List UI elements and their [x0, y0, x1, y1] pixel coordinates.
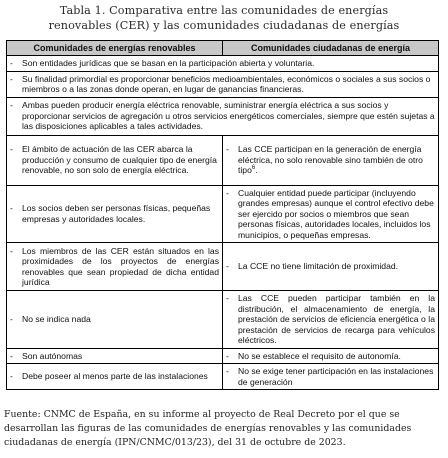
comparison-table — [6, 40, 439, 390]
header-cce: Comunidades ciudadanas de energía — [223, 41, 439, 56]
cell-text: Su finalidad primordial es proporcionar beneficios medioambientales, económicos o sociales a sus socios o miembros o a las zonas donde operan, en lugar de ganancias financieras. — [22, 73, 431, 94]
bullet-dash: - — [226, 261, 229, 272]
cell-text: Son entidades jurídicas que se basan en la participación abierta y voluntaria. — [22, 58, 315, 68]
cell-text: Debe poseer al menos parte de las instalaciones — [22, 371, 208, 382]
caption-line-1: Tabla 1. Comparativa entre las comunidades de energías — [59, 4, 389, 17]
bullet-dash: - — [10, 314, 13, 324]
table-header-row — [7, 41, 439, 56]
table-row — [7, 185, 439, 243]
table-row — [7, 243, 439, 291]
bullet-dash: - — [10, 100, 13, 111]
table-row — [7, 135, 439, 185]
merged-cell — [7, 56, 439, 72]
cell-text: Son autónomas — [22, 350, 83, 361]
cer-cell — [7, 135, 223, 185]
cell-text: Las CCE participan en la generación de energía eléctrica, no solo renovable sino también de otro tipo — [238, 144, 423, 176]
bullet-dash: - — [226, 350, 229, 361]
cell-text: Cualquier entidad puede participar (incluyendo grandes empresas) aunque el control efectivo debe ser ejercido por socios o miembros que sean personas físicas, autoridades locales, incluidos los municipios, o pequeñas empresas. — [238, 187, 434, 240]
bullet-dash: - — [226, 144, 229, 155]
cell-text: El ámbito de actuación de las CER abarca la producción y consumo de cualquier tipo de energía renovable, no son solo de energía eléctrica. — [22, 144, 217, 176]
cell-text: No se exige tener participación en las instalaciones de generación — [238, 366, 434, 387]
cell-text: No se indica nada — [22, 314, 91, 324]
table-row — [7, 348, 439, 364]
bullet-dash: - — [226, 293, 229, 303]
bullet-dash: - — [10, 245, 13, 256]
table-row — [7, 291, 439, 349]
source-footnote: Fuente: CNMC de España, en su informe al proyecto de Real Decreto por el que se desarrollan las figuras de las comunidades de energías renovables y las comunidades ciudadanas de energía (IPN/CNMC/013/23), del 31 de octubre de 2023. — [4, 409, 412, 448]
cell-text: No se establece el requisito de autonomía. — [238, 350, 401, 361]
bullet-dash: - — [226, 366, 229, 376]
bullet-dash: - — [10, 58, 13, 68]
header-cer: Comunidades de energías renovables — [7, 41, 223, 56]
bullet-dash: - — [10, 350, 13, 361]
cell-text: Ambas pueden producir energía eléctrica renovable, suministrar energía eléctrica a sus socios y proporcionar servicios de agregación u otros servicios energéticos comerciales, siempre que estén sujetas a las disposiciones aplicables a tales actividades. — [22, 100, 435, 132]
bullet-dash: - — [10, 371, 13, 382]
merged-cell — [7, 71, 439, 97]
table-row — [7, 56, 439, 72]
table-row — [7, 364, 439, 390]
cell-text: Las CCE pueden participar también en la distribución, el almacenamiento de energía, la prestación de servicios de eficiencia energética o la prestación de servicios de recarga para vehículos eléctricos. — [238, 293, 435, 345]
merged-cell — [7, 97, 439, 135]
cell-text: Los socios deben ser personas físicas, pequeñas empresas y autoridades locales. — [22, 203, 211, 224]
footnote-marker: 6 — [251, 165, 256, 172]
cce-cell — [223, 185, 439, 243]
table-row — [7, 97, 439, 135]
cer-cell — [7, 185, 223, 243]
bullet-dash: - — [10, 73, 13, 84]
cell-text-tail: . — [255, 165, 258, 176]
cce-cell — [223, 135, 439, 185]
caption-line-2: renovables (CER) y las comunidades ciudadanas de energías — [48, 19, 400, 32]
cer-cell — [7, 364, 223, 390]
cer-cell — [7, 348, 223, 364]
table-caption — [0, 3, 448, 33]
cell-text: La CCE no tiene limitación de proximidad. — [238, 261, 399, 272]
cce-cell — [223, 291, 439, 349]
cce-cell — [223, 364, 439, 390]
bullet-dash: - — [10, 144, 13, 155]
cell-text: Los miembros de las CER están situados en las proximidades de los proyectos de energías renovables que sean propiedad de dicha entidad jurídica — [22, 245, 219, 287]
table-row — [7, 71, 439, 97]
cce-cell — [223, 348, 439, 364]
cce-cell — [223, 243, 439, 291]
bullet-dash: - — [10, 203, 13, 214]
cer-cell — [7, 243, 223, 291]
cer-cell — [7, 291, 223, 349]
bullet-dash: - — [226, 187, 229, 198]
